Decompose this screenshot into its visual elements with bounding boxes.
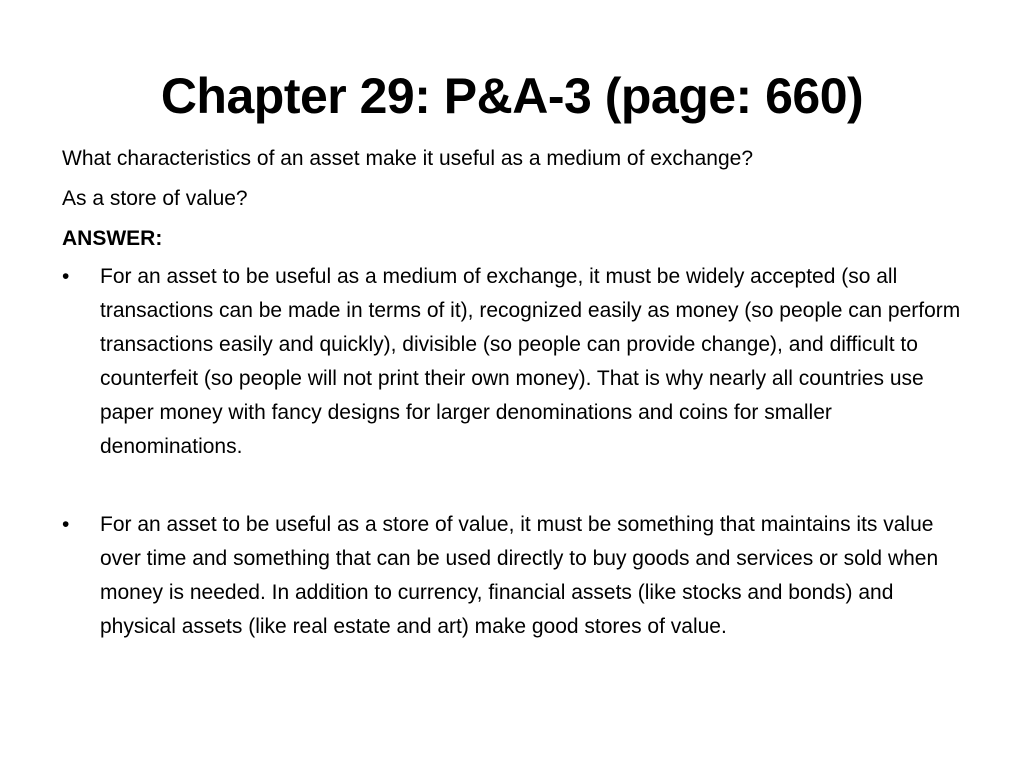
bullet-item bbox=[62, 508, 972, 644]
question-line-1: What characteristics of an asset make it useful as a medium of exchange? bbox=[62, 147, 754, 170]
bullet-text: For an asset to be useful as a medium of exchange, it must be widely accepted (so all transactions can be made in terms of it), recognized easily as money (so people can perform transactions easily and quickly), divisible (so people can provide change), and difficult to counterfeit (so people will not print their own money). That is why nearly all countries use paper money with fancy designs for larger denominations and coins for smaller denominations. bbox=[100, 265, 961, 458]
bullet-text: For an asset to be useful as a store of value, it must be something that maintains its value over time and something that can be used directly to buy goods and services or sold when money is needed. In addition to currency, financial assets (like stocks and bonds) and physical assets (like real estate and art) make good stores of value. bbox=[100, 513, 939, 638]
slide-body bbox=[62, 142, 972, 644]
question-line-2: As a store of value? bbox=[62, 187, 248, 210]
bullet-item bbox=[62, 260, 972, 464]
bullet-marker: • bbox=[62, 513, 70, 536]
answer-label: ANSWER: bbox=[62, 227, 163, 250]
slide-title: Chapter 29: P&A-3 (page: 660) bbox=[160, 68, 864, 124]
bullet-marker: • bbox=[62, 265, 70, 288]
